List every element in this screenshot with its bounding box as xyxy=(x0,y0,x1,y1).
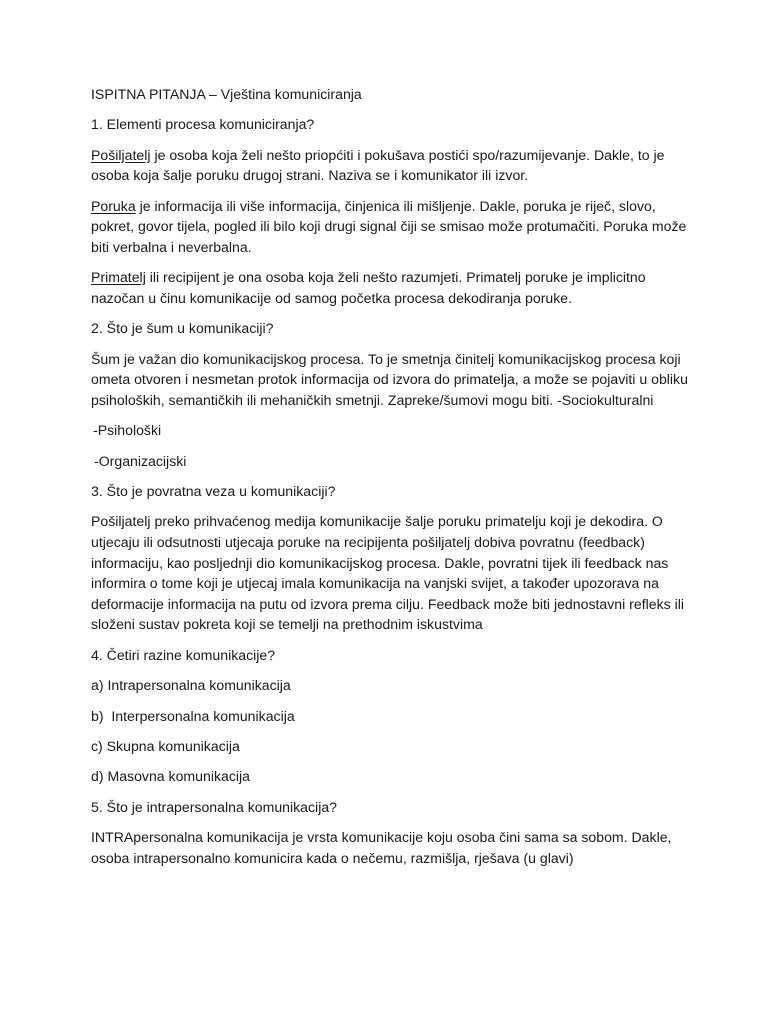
term-posiljatelj: Pošiljatelj xyxy=(91,146,151,163)
document-title: ISPITNA PITANJA – Vještina komuniciranja xyxy=(91,86,362,102)
document-page xyxy=(91,84,691,878)
paragraph-primatelj xyxy=(91,267,691,308)
text-primatelj: ili recipijent je ona osoba koja želi nešto razumjeti. Primatelj poruke je implicitno nazočan u činu komunikacije od samog početka procesa dekodiranja poruke. xyxy=(91,269,646,306)
paragraph-sum: Šum je važan dio komunikacijskog procesa. To je smetnja činitelj komunikacijskog procesa koji ometa otvoren i nesmetan protok informacija od izvora do primatelja, a može se pojaviti u obliku psiholoških, semantičkih ili mehaničkih smetnji. Zapreke/šumovi mogu biti. -Sociokulturalni xyxy=(91,350,688,408)
list-item-razina-a: a) Intrapersonalna komunikacija xyxy=(91,677,291,694)
list-item-organizacijski: -Organizacijski xyxy=(94,452,187,469)
text-posiljatelj: je osoba koja želi nešto priopćiti i pokušava postići spo/razumijevanje. Dakle, to je osoba koja šalje poruku drugoj strani. Naziva se i komunikator ili izvor. xyxy=(91,146,665,184)
paragraph-povratna-veza: Pošiljatelj preko prihvaćenog medija komunikacije šalje poruku primatelju koji je dekodira. O utjecaju ili odsutnosti utjecaja poruke na recipijenta pošiljatelj dobiva povratnu (feedback) informaciju, kao posljednji dio komunikacijskog procesa. Dakle, povratni tijek ili feedback nas informira o tome koji je utjecaj imala komunikacija na vanjski svijet, a također upozorava na deformacije informacija na putu od izvora prema cilju. Feedback može biti jednostavni refleks ili složeni sustav pokreta koji se temelji na prethodnim iskustvima xyxy=(91,513,684,633)
paragraph-poruka xyxy=(91,196,691,258)
term-poruka: Poruka xyxy=(91,197,136,214)
question-3-heading: 3. Što je povratna veza u komunikaciji? xyxy=(91,483,336,500)
question-2-heading: 2. Što je šum u komunikaciji? xyxy=(91,320,274,337)
list-item-psiholoski: -Psihološki xyxy=(93,422,162,439)
list-item-razina-d: d) Masovna komunikacija xyxy=(91,768,251,785)
list-item-razina-c: c) Skupna komunikacija xyxy=(91,738,240,754)
question-4-heading: 4. Četiri razine komunikacije? xyxy=(91,646,276,663)
paragraph-posiljatelj xyxy=(91,145,691,186)
text-poruka: je informacija ili više informacija, činjenica ili mišljenje. Dakle, poruka je riječ, slovo, pokret, govor tijela, pogled ili bilo koji drugi signal čiji se smisao može protumačiti. Poruka može biti verbalna i neverbalna. xyxy=(91,197,687,255)
list-item-razina-b: b) Interpersonalna komunikacija xyxy=(91,707,295,724)
question-1-heading: 1. Elementi procesa komuniciranja? xyxy=(91,116,315,133)
question-5-heading: 5. Što je intrapersonalna komunikacija? xyxy=(91,798,338,815)
paragraph-intrapersonalna: INTRApersonalna komunikacija je vrsta komunikacije koju osoba čini sama sa sobom. Dakle, osoba intrapersonalno komunicira kada o nečemu, razmišlja, rješava (u glavi) xyxy=(91,829,672,866)
term-primatelj: Primatelj xyxy=(91,269,146,286)
